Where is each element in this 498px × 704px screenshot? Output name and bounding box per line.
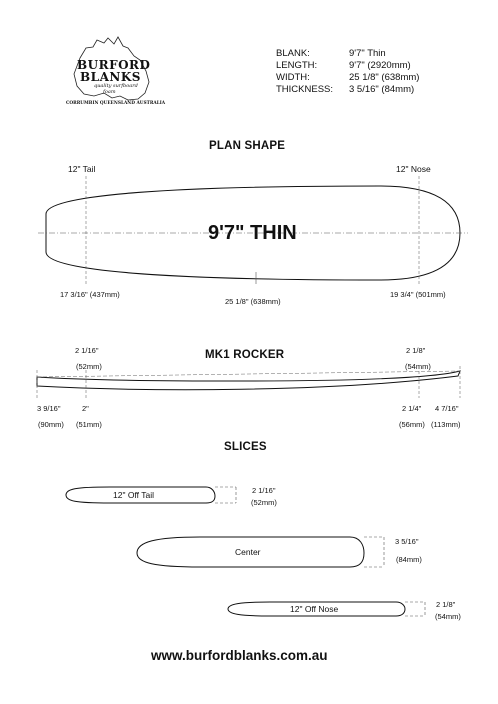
rocker-nose-end-mm: (113mm): [431, 420, 461, 429]
rocker-tail-in: 2": [82, 404, 89, 413]
website-link[interactable]: www.burfordblanks.com.au: [151, 648, 328, 663]
slice-center-dim-in: 3 5/16": [395, 537, 419, 546]
rocker-tail-end-mm: (90mm): [38, 420, 64, 429]
rocker-top-right-mm: (54mm): [405, 362, 431, 371]
spec-value-blank: 9'7" Thin: [349, 48, 386, 59]
spec-label-width: WIDTH:: [276, 72, 310, 83]
slice-tail-label: 12" Off Tail: [113, 490, 154, 500]
rocker-nose-mm: (56mm): [399, 420, 425, 429]
slice-center-dim-mm: (84mm): [396, 555, 422, 564]
slice-nose-label: 12" Off Nose: [290, 604, 339, 614]
spec-label-thickness: THICKNESS:: [276, 84, 334, 95]
spec-value-length: 9'7" (2920mm): [349, 60, 411, 71]
spec-label-blank: BLANK:: [276, 48, 310, 59]
plan-nose-marker-label: 12" Nose: [396, 164, 431, 174]
plan-center-width: 25 1/8" (638mm): [225, 297, 281, 306]
logo-tagline1: quality surfboard: [94, 83, 138, 89]
rocker-top-right-in: 2 1/8": [406, 346, 426, 355]
logo-line2: BLANKS: [80, 70, 141, 84]
logo-location: CORRUMBIN QUEENSLAND AUSTRALIA: [66, 101, 166, 106]
plan-nose-width: 19 3/4" (501mm): [390, 290, 446, 299]
rocker-top-left-in: 2 1/16": [75, 346, 99, 355]
spec-value-thickness: 3 5/16" (84mm): [349, 84, 415, 95]
plan-tail-marker-label: 12" Tail: [68, 164, 96, 174]
slice-tail-dim-in: 2 1/16": [252, 486, 276, 495]
rocker-tail-end-in: 3 9/16": [37, 404, 61, 413]
logo-tagline2: foam: [103, 89, 116, 95]
slice-center-label: Center: [235, 547, 261, 557]
slice-nose-dim-mm: (54mm): [435, 612, 461, 621]
rocker-heading: MK1 ROCKER: [205, 349, 285, 361]
slices-heading: SLICES: [224, 441, 267, 453]
plan-tail-width: 17 3/16" (437mm): [60, 290, 120, 299]
rocker-tail-mm: (51mm): [76, 420, 102, 429]
rocker-top-left-mm: (52mm): [76, 362, 102, 371]
plan-shape-heading: PLAN SHAPE: [209, 140, 286, 152]
plan-center-label: 9'7" THIN: [208, 222, 297, 244]
rocker-nose-end-in: 4 7/16": [435, 404, 459, 413]
slice-nose-dim-in: 2 1/8": [436, 600, 456, 609]
spec-value-width: 25 1/8" (638mm): [349, 72, 420, 83]
rocker-nose-in: 2 1/4": [402, 404, 422, 413]
slice-tail-dim-mm: (52mm): [251, 498, 277, 507]
spec-label-length: LENGTH:: [276, 60, 318, 71]
logo-line1: BURFORD: [77, 58, 151, 72]
